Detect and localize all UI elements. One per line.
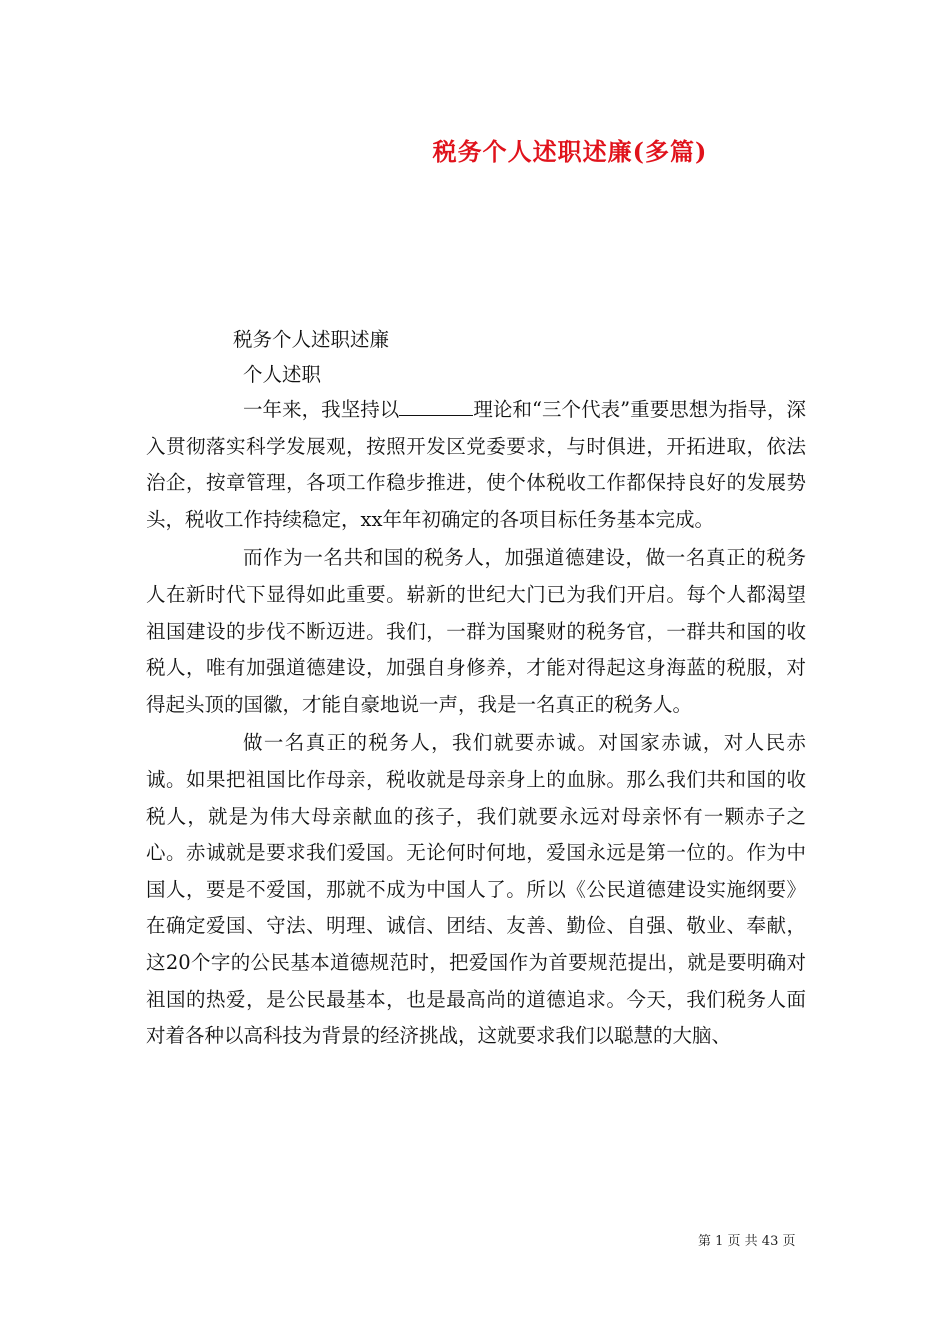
paragraph-3: 做一名真正的税务人，我们就要赤诚。对国家赤诚，对人民赤诚。如果把祖国比作母亲，税收就是母亲身上的血脉。那么我们共和国的收税人，就是为伟大母亲献血的孩子，我们就要永远对母亲怀有一颗赤子之心。赤诚就是要求我们爱国。无论何时何地，爱国永远是第一位的。作为中国人，要是不爱国，那就不成为中国人了。所以《公民道德建设实施纲要》在确定爱国、守法、明理、诚信、团结、友善、勤俭、自强、敬业、奉献，这20个字的公民基本道德规范时，把爱国作为首要规范提出，就是要明确对祖国的热爱，是公民最基本，也是最高尚的道德追求。今天，我们税务人面对着各种以高科技为背景的经济挑战，这就要求我们以聪慧的大脑、 <box>146 731 806 1048</box>
paragraph-1 <box>146 392 806 538</box>
section-heading: 税务个人述职述廉 <box>233 328 390 351</box>
document-body <box>146 322 806 1057</box>
paragraph-1-start: 一年来，我坚持以 <box>243 398 400 421</box>
document-title: 税务个人述职述廉(多篇) <box>432 137 708 166</box>
paragraph-1-rest: 理论和“三个代表”重要思想为指导，深入贯彻落实科学发展观，按照开发区党委要求，与时俱进，开拓进取，依法治企，按章管理，各项工作稳步推进，使个体税收工作都保持良好的发展势头，税收工作持续稳定，xx年年初确定的各项目标任务基本完成。 <box>146 398 806 531</box>
section-subheading: 个人述职 <box>243 363 322 386</box>
paragraph-2: 而作为一名共和国的税务人，加强道德建设，做一名真正的税务人在新时代下显得如此重要。崭新的世纪大门已为我们开启。每个人都渴望祖国建设的步伐不断迈进。我们，一群为国聚财的税务官，一群共和国的收税人，唯有加强道德建设，加强自身修养，才能对得起这身海蓝的税服，对得起头顶的国徽，才能自豪地说一声，我是一名真正的税务人。 <box>146 546 806 716</box>
fill-in-blank <box>399 397 473 416</box>
page-number: 第 1 页 共 43 页 <box>698 1234 796 1249</box>
